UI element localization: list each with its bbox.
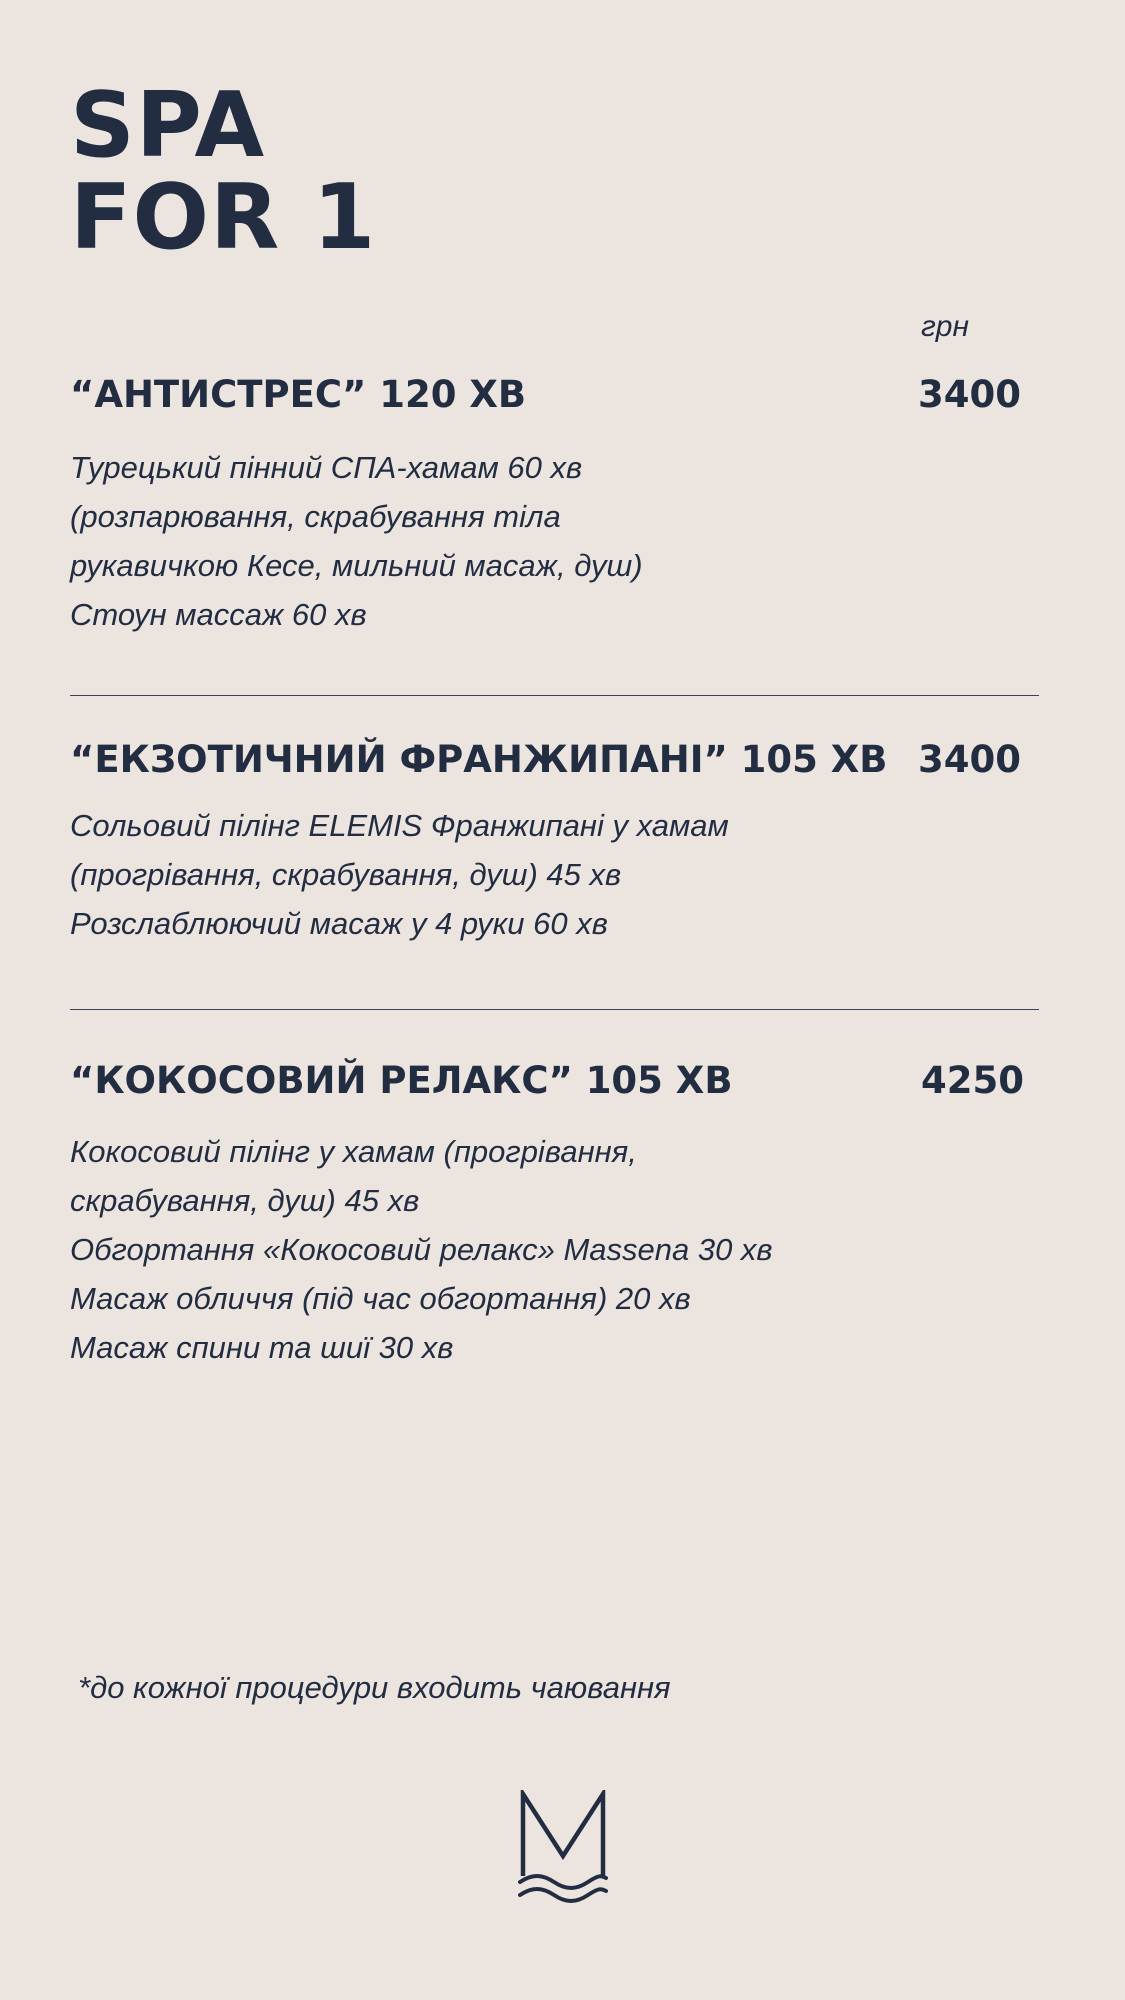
page-title-line-2: FOR 1 <box>70 165 377 270</box>
item-description-exotic-frangipani <box>70 801 970 948</box>
item-description-line: Кокосовий пілінг у хамам (прогрівання, <box>70 1134 637 1169</box>
item-price-exotic-frangipani: 3400 <box>918 738 1021 781</box>
item-description-line: Масаж обличчя (під час обгортання) 20 хв <box>70 1281 691 1316</box>
item-name-antistress: “АНТИСТРЕС” 120 ХВ <box>70 373 527 416</box>
item-description-coconut-relax <box>70 1127 970 1372</box>
section-divider <box>70 695 1039 696</box>
item-name-exotic-frangipani: “ЕКЗОТИЧНИЙ ФРАНЖИПАНІ” 105 ХВ <box>70 738 888 781</box>
section-divider <box>70 1009 1039 1010</box>
item-description-line: (розпарювання, скрабування тіла <box>70 499 561 534</box>
item-description-line: Обгортання «Кокосовий релакс» Massena 30 хв <box>70 1232 773 1267</box>
item-description-line: Масаж спини та шиї 30 хв <box>70 1330 454 1365</box>
item-description-antistress <box>70 443 970 639</box>
footnote: *до кожної процедури входить чаювання <box>78 1670 671 1705</box>
item-description-line: Сольовий пілінг ELEMIS Франжипані у хамам <box>70 808 729 843</box>
item-description-line: Розслаблюючий масаж у 4 руки 60 хв <box>70 906 608 941</box>
item-description-line: Стоун массаж 60 хв <box>70 597 367 632</box>
item-description-line: рукавичкою Кесе, мильний масаж, душ) <box>70 548 643 583</box>
item-description-line: Турецький пінний СПА-хамам 60 хв <box>70 450 583 485</box>
currency-label: грн <box>921 310 969 343</box>
item-price-antistress: 3400 <box>918 373 1021 416</box>
page-title <box>70 73 377 270</box>
page-title-line-1: SPA <box>70 73 266 178</box>
item-description-line: скрабування, душ) 45 хв <box>70 1183 420 1218</box>
item-price-coconut-relax: 4250 <box>921 1059 1024 1102</box>
item-description-line: (прогрівання, скрабування, душ) 45 хв <box>70 857 622 892</box>
m-wave-logo-icon <box>518 1790 608 1910</box>
item-name-coconut-relax: “КОКОСОВИЙ РЕЛАКС” 105 ХВ <box>70 1059 733 1102</box>
